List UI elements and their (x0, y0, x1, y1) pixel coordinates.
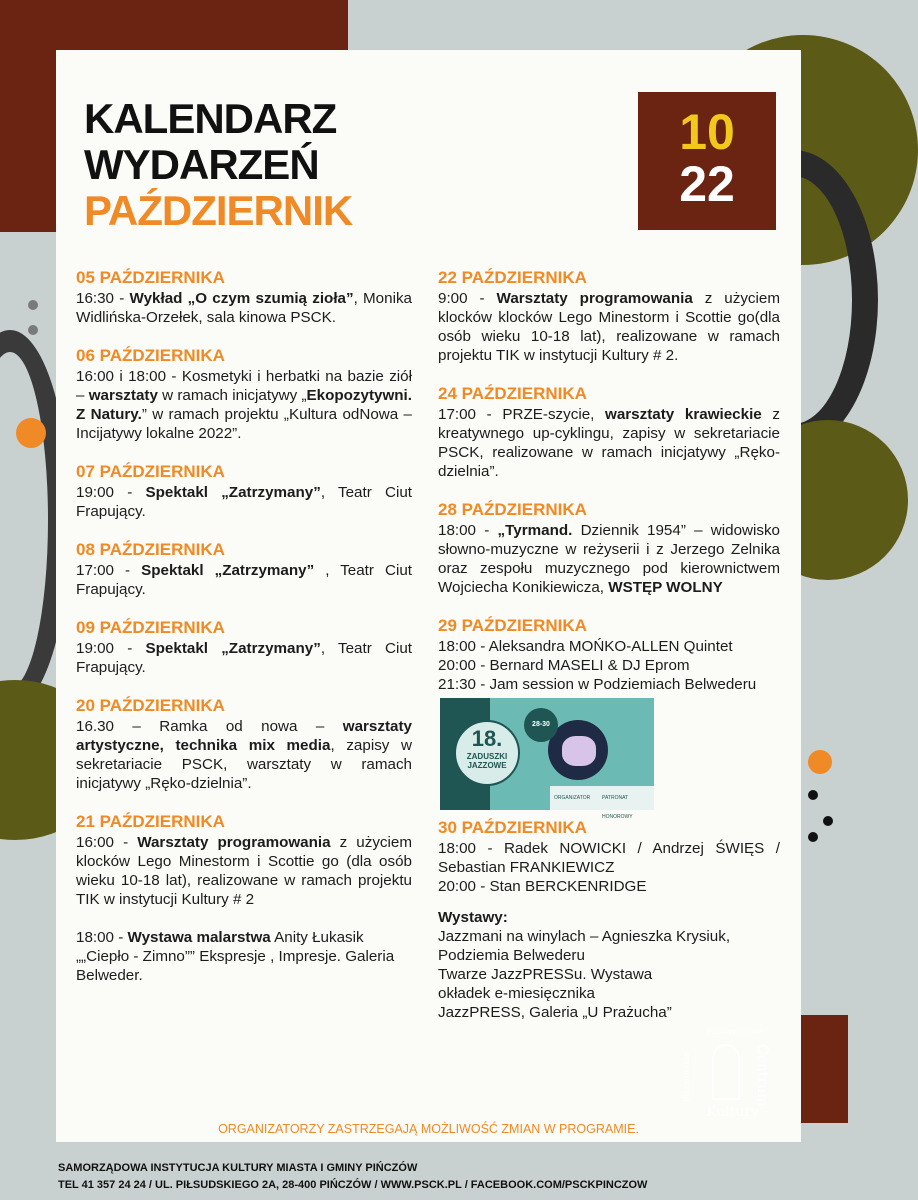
event-highlight: warsztaty krawieckie (605, 406, 762, 423)
event-highlight: Wystawa malarstwa (127, 929, 271, 946)
event-text: , Teatr Ciut Frapujący. (76, 640, 412, 676)
event-text: 17:00 - PRZE-szycie, (438, 406, 606, 423)
event-day (76, 618, 412, 677)
event-text: 17:00 - (76, 562, 142, 579)
event-text: z kreatywnego up-cyklingu, zapisy w sekretariacie PSCK, realizowane w ramach inicjatywy „Ręko-dzielnia”. (438, 406, 780, 480)
event-day (76, 696, 412, 793)
psck-logo (676, 1022, 784, 1122)
musician-face-illustration (562, 736, 596, 766)
event-description (76, 717, 412, 793)
event-description (438, 289, 780, 365)
event-text: w ramach inicjatywy „ (157, 387, 307, 404)
title-line: WYDARZEŃ (84, 141, 319, 188)
logo-word: Kultury (706, 1104, 759, 1120)
date-month: 10 (679, 104, 735, 160)
black-dot-decoration (808, 790, 818, 800)
event-text: z użyciem klocków Lego Minestorm i Scottie go (dla osób wieku 10-18 lat), realizowane w ramach projektu TIK w instytucji Kultury # 2 (76, 834, 413, 908)
event-text: 18:00 - (438, 522, 498, 539)
event-date: 09 PAŹDZIERNIKA (76, 618, 225, 637)
event-day (438, 616, 780, 694)
event-highlight: Spektakl „Zatrzymany” (145, 484, 321, 501)
poster-name-line: JAZZOWE (467, 761, 507, 770)
event-day (438, 500, 780, 597)
event-text: ” w ramach projektu „Kultura odNowa – Incijatywy lokalne 2022”. (76, 406, 412, 442)
events-right-column (438, 268, 780, 1022)
event-highlight: Ekopozytywni. Z Natury. (76, 387, 412, 423)
event-text: 18:00 - (76, 929, 128, 946)
event-highlight: Spektakl „Zatrzymany” (145, 640, 321, 657)
footer-address: TEL 41 357 24 24 / UL. PIŁSUDSKIEGO 2A, 28-400 PIŃCZÓW / WWW.PSCK.PL / FACEBOOK.COM/PSCKPINCZOW (58, 1179, 648, 1191)
event-date: 20 PAŹDZIERNIKA (76, 696, 225, 715)
black-dot-decoration (823, 816, 833, 826)
jazz-festival-poster (440, 698, 654, 820)
event-line: 20:00 - Stan BERCKENRIDGE (438, 878, 647, 895)
event-highlight: „Tyrmand. (497, 522, 573, 539)
grey-dot-decoration (28, 300, 38, 310)
events-left-column (76, 268, 412, 1004)
poster-title-circle (454, 720, 520, 786)
event-description (76, 639, 412, 677)
event-date: 28 PAŹDZIERNIKA (438, 500, 587, 519)
event-description (76, 367, 412, 443)
event-description (438, 521, 780, 597)
orange-dot-decoration (16, 418, 46, 448)
event-date: 24 PAŹDZIERNIKA (438, 384, 587, 403)
orange-dot-decoration (808, 750, 832, 774)
title-month: PAŹDZIERNIK (84, 187, 353, 234)
program-disclaimer: ORGANIZATORZY ZASTRZEGAJĄ MOŻLIWOŚĆ ZMIAN W PROGRAMIE. (218, 1122, 639, 1136)
event-highlight: WSTĘP WOLNY (608, 579, 723, 596)
event-day (76, 812, 412, 985)
tower-icon (712, 1044, 740, 1100)
event-day (76, 346, 412, 443)
event-text: 16:30 - (76, 290, 130, 307)
event-text: , Teatr Ciut Frapujący. (76, 484, 412, 520)
event-highlight: Warsztaty programowania (496, 290, 693, 307)
page-title (84, 96, 352, 234)
exhibition-item: Jazzmani na winylach – Agnieszka Krysiuk, Podziemia Belwederu (438, 928, 731, 964)
logo-word: Pińczowskie (682, 1052, 691, 1102)
footer-contact (58, 1160, 647, 1194)
title-line: KALENDARZ (84, 95, 337, 142)
event-description (76, 483, 412, 521)
event-day (438, 384, 780, 481)
event-text: 19:00 - (76, 484, 146, 501)
event-day (76, 540, 412, 599)
poster-number: 18. (471, 726, 503, 751)
event-text: Dziennik 1954” – widowisko słowno-muzyczne w reżyserii i z Jerzego Zelnika oraz zespołu muzycznego pod kierownictwem Wojciecha Konikiewicza, (438, 522, 780, 596)
black-dot-decoration (808, 832, 818, 842)
event-description (76, 928, 412, 985)
exhibitions-section (438, 908, 738, 1022)
event-text: z użyciem klocków klocków Lego Minestorm i Scottie go(dla osób wieku 10-18 lat), realizowane w ramach projektu TIK w instytucji Kultury # 2. (438, 290, 781, 364)
footer-institution: SAMORZĄDOWA INSTYTUCJA KULTURY MIASTA I GMINY PIŃCZÓW (58, 1162, 418, 1174)
poster-organizer-label: ORGANIZATOR (554, 795, 591, 801)
date-year: 22 (679, 156, 735, 212)
event-text: , zapisy w sekretariacie PSCK, warsztaty w ramach inicjatywy „Ręko-dzielnia”. (76, 737, 412, 792)
event-line: 21:30 - Jam session w Podziemiach Belwederu (438, 676, 757, 693)
event-highlight: Warsztaty programowania (137, 834, 331, 851)
event-day (76, 462, 412, 521)
event-description (76, 289, 412, 327)
event-date: 29 PAŹDZIERNIKA (438, 616, 587, 635)
poster-patron-label: PATRONAT HONOROWY (602, 795, 633, 820)
event-line: 20:00 - Bernard MASELI & DJ Eprom (438, 657, 690, 674)
event-line: 18:00 - Radek NOWICKI / Andrzej ŚWIĘS / Sebastian FRANKIEWICZ (438, 840, 780, 876)
event-date: 07 PAŹDZIERNIKA (76, 462, 225, 481)
event-line: 18:00 - Aleksandra MOŃKO-ALLEN Quintet (438, 638, 733, 655)
event-text: 19:00 - (76, 640, 146, 657)
exhibition-item: Twarze JazzPRESSu. Wystawa okładek e-miesięcznika JazzPRESS, Galeria „U Prażucha” (438, 966, 672, 1021)
event-description (438, 405, 780, 481)
event-date: 21 PAŹDZIERNIKA (76, 812, 225, 831)
poster-sponsor-band (550, 786, 654, 820)
event-description (76, 833, 412, 909)
poster-name-line: ZADUSZKI (466, 752, 508, 761)
event-text: , Teatr Ciut Frapujący. (76, 562, 412, 598)
event-day (438, 818, 780, 896)
logo-word: Centrum (754, 1044, 770, 1107)
event-highlight: Wykład „O czym szumią zioła” (129, 290, 354, 307)
event-date: 30 PAŹDZIERNIKA (438, 818, 587, 837)
grey-dot-decoration (28, 325, 38, 335)
event-text: , Monika Widlińska-Orzełek, sala kinowa PSCK. (76, 290, 412, 326)
event-text: 9:00 - (438, 290, 497, 307)
event-text: 16.30 – Ramka od nowa – (76, 718, 343, 735)
event-text: Anity Łukasik „„Ciepło - Zimno”” Ekspresje , Impresje. Galeria Belweder. (76, 929, 395, 984)
event-date: 08 PAŹDZIERNIKA (76, 540, 225, 559)
event-date: 22 PAŹDZIERNIKA (438, 268, 587, 287)
poster-date-badge: 28-30 (524, 708, 558, 742)
event-highlight: warsztaty artystyczne, technika mix media (76, 718, 412, 754)
event-text: 16:00 i 18:00 - Kosmetyki i herbatki na bazie ziół – (76, 368, 412, 404)
event-text: 16:00 - (76, 834, 138, 851)
event-highlight: Spektakl „Zatrzymany” (141, 562, 315, 579)
event-day (438, 268, 780, 365)
event-date: 05 PAŹDZIERNIKA (76, 268, 225, 287)
exhibitions-heading: Wystawy: (438, 909, 508, 926)
date-badge (638, 92, 776, 230)
event-highlight: warsztaty (88, 387, 158, 404)
event-date: 06 PAŹDZIERNIKA (76, 346, 225, 365)
logo-word: Samorządowe (706, 1027, 763, 1036)
event-day (76, 268, 412, 327)
event-description (76, 561, 412, 599)
